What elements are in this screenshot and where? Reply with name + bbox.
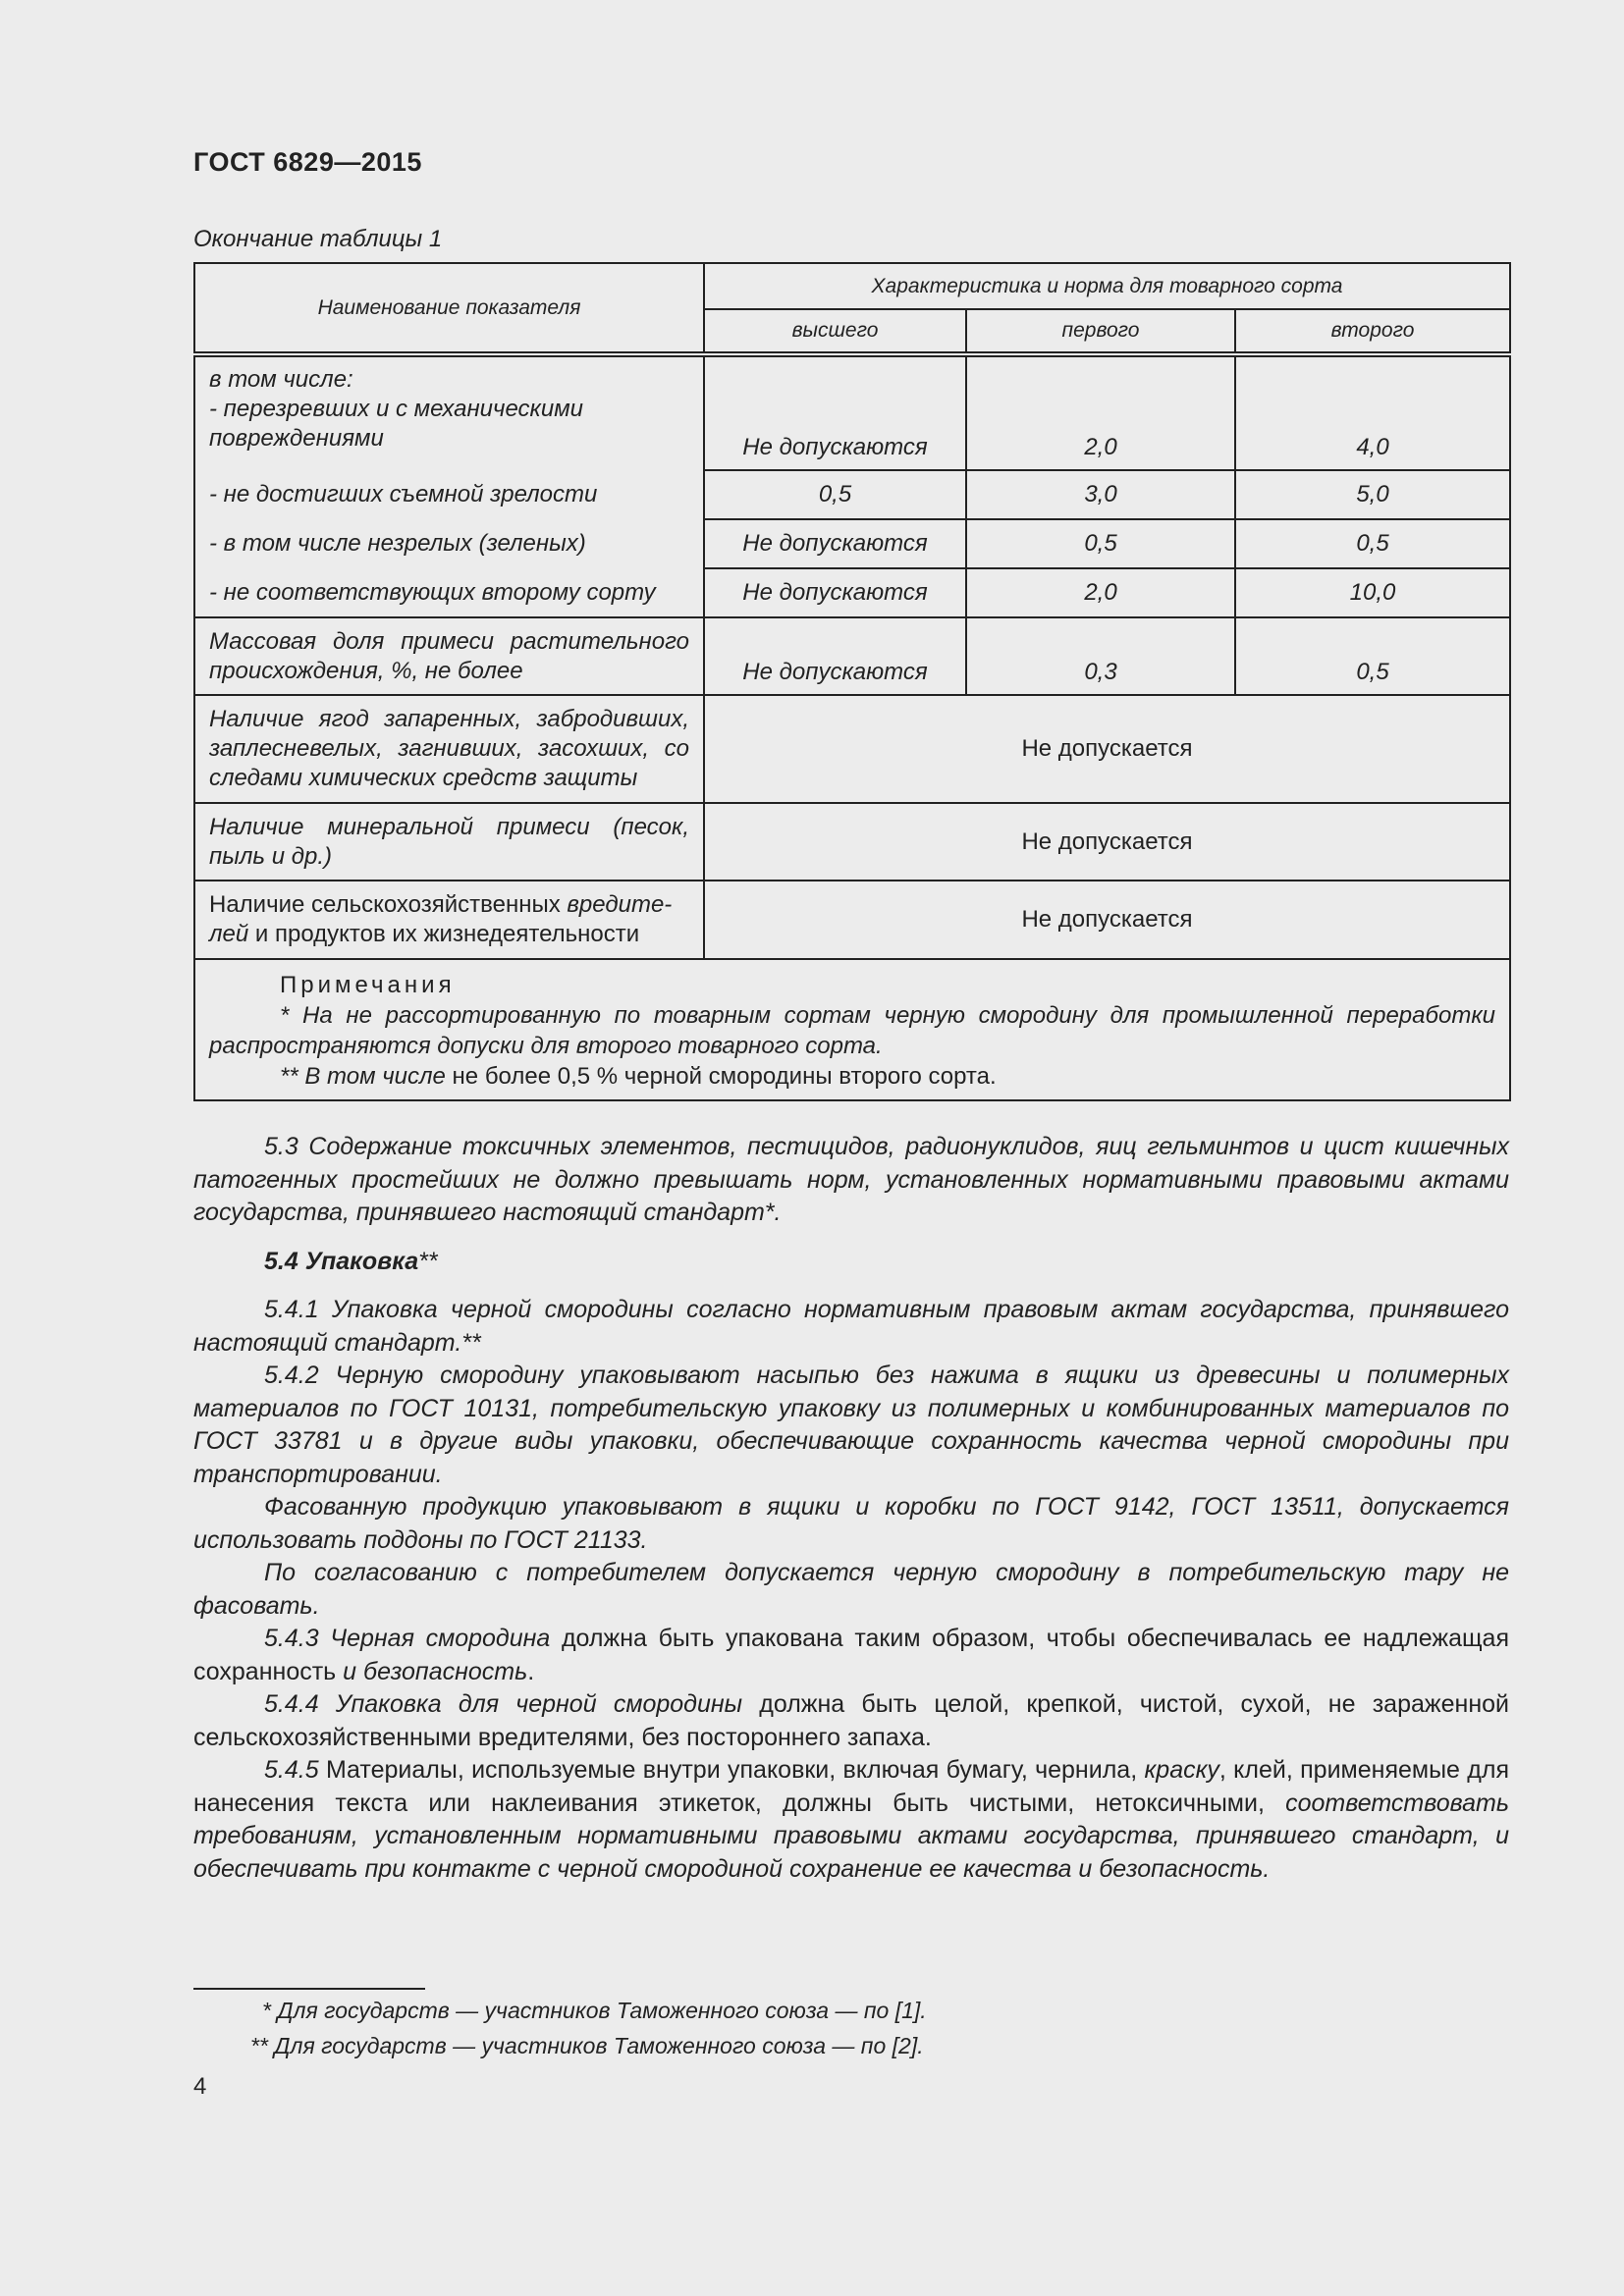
- footnotes: [193, 1993, 1509, 2063]
- text-part: должна быть упакована таким образом, чтобы обеспечивалась ее надлежащая сохранность: [193, 1625, 1509, 1685]
- text-part: должна быть целой, крепкой, чистой, сухой, не зараженной сельскохозяйственными вредителями, без постороннего запаха.: [193, 1690, 1509, 1751]
- text-part: и безопасность: [343, 1657, 528, 1685]
- cell-value: 10,0: [1235, 568, 1510, 617]
- row-label-overripe: [194, 354, 704, 470]
- paragraph-5-3: 5.3 Содержание токсичных элементов, пестицидов, радионуклидов, яиц гельминтов и цист кишечных патогенных простейших не должно превышать норм, установленных нормативными правовыми актами государства, принявшего настоящий стандарт*.: [193, 1133, 1509, 1226]
- text-part: 5.4.3 Черная смородина: [264, 1625, 551, 1652]
- section-title-mark: **: [418, 1247, 438, 1275]
- text-part: .: [527, 1657, 535, 1685]
- body-text: [193, 1131, 1509, 1886]
- document-header: ГОСТ 6829—2015: [193, 147, 422, 177]
- cell-value: 3,0: [966, 470, 1235, 519]
- table-notes: [194, 959, 1510, 1100]
- row-label-nonconforming: - не соответствующих второму сорту: [194, 568, 704, 617]
- cell-value: Не допускаются: [704, 568, 966, 617]
- quality-table: [193, 262, 1511, 1101]
- row-label-green: - в том числе незрелых (зеленых): [194, 519, 704, 568]
- row-label-spoiled-berries: Наличие ягод запаренных, забродивших, заплесневелых, загнивших, засохших, со следами химических средств защиты: [194, 695, 704, 803]
- row-label-part: лей: [209, 921, 249, 947]
- footnote-2: ** Для государств — участников Таможенного союза — по [2].: [250, 2033, 924, 2058]
- header-indicator: Наименование показателя: [194, 263, 704, 354]
- footnote-1: * Для государств — участников Таможенного союза — по [1].: [262, 1998, 927, 2023]
- paragraph-5-4-5: [193, 1754, 1509, 1886]
- row-label-part: вредите-: [567, 891, 673, 918]
- cell-value: 0,5: [1235, 617, 1510, 695]
- cell-value: 5,0: [1235, 470, 1510, 519]
- cell-value: Не допускаются: [704, 519, 966, 568]
- paragraph-5-4-2-c: По согласованию с потребителем допускается черную смородину в потребительскую тару не фасовать.: [193, 1559, 1509, 1620]
- header-grade-second: второго: [1235, 309, 1510, 354]
- row-prefix: в том числе:: [209, 366, 353, 393]
- footnote-divider: [193, 1988, 425, 1990]
- cell-value: 0,5: [966, 519, 1235, 568]
- cell-value: 0,5: [704, 470, 966, 519]
- table-caption: Окончание таблицы 1: [193, 226, 443, 252]
- paragraph-5-4-2: 5.4.2 Черную смородину упаковывают насыпью без нажима в ящики из древесины и полимерных материалов по ГОСТ 10131, потребительскую упаковку из полимерных и комбинированных материалов по ГОСТ 33781 и в другие виды упаковки, обеспечивающие сохранность качества черной смородины при транспортировании.: [193, 1362, 1509, 1488]
- row-label-pests: [194, 881, 704, 959]
- row-label-text: - перезревших и с механическими повреждениями: [209, 396, 583, 452]
- header-grade-highest: высшего: [704, 309, 966, 354]
- row-label-plant-admixture: Массовая доля примеси растительного происхождения, %, не более: [194, 617, 704, 695]
- note-2-part: ** В том числе: [280, 1063, 446, 1090]
- paragraph-5-4-2-b: Фасованную продукцию упаковывают в ящики и коробки по ГОСТ 9142, ГОСТ 13511, допускается использовать поддоны по ГОСТ 21133.: [193, 1493, 1509, 1554]
- text-part: Материалы, используемые внутри упаковки, включая бумагу, чернила,: [325, 1756, 1145, 1784]
- cell-merged-value: Не допускается: [704, 881, 1510, 959]
- cell-value: Не допускаются: [704, 617, 966, 695]
- row-label-mineral-admixture: Наличие минеральной примеси (песок, пыль и др.): [194, 803, 704, 881]
- cell-value: 0,3: [966, 617, 1235, 695]
- row-label-part: Наличие сельскохозяйственных: [209, 891, 568, 918]
- paragraph-5-4-1: 5.4.1 Упаковка черной смородины согласно нормативным правовым актам государства, принявшего настоящий стандарт.**: [193, 1296, 1509, 1357]
- text-part: соответствовать требованиям, установленным нормативными правовыми актами государства, принявшего стандарт, и обеспечивать при контакте с черной смородиной сохранение ее качества и безопасность.: [193, 1789, 1509, 1883]
- row-label-unripe: - не достигших съемной зрелости: [194, 470, 704, 519]
- paragraph-5-4-3: [193, 1623, 1509, 1688]
- cell-merged-value: Не допускается: [704, 803, 1510, 881]
- cell-value: 2,0: [966, 354, 1235, 470]
- note-1: * На не рассортированную по товарным сортам черную смородину для промышленной переработки распространяются допуски для второго товарного сорта.: [209, 1002, 1495, 1059]
- notes-title: Примечания: [280, 972, 456, 998]
- cell-merged-value: Не допускается: [704, 695, 1510, 803]
- text-part: краску: [1144, 1756, 1219, 1784]
- text-part: 5.4.5: [264, 1756, 326, 1784]
- header-grade-first: первого: [966, 309, 1235, 354]
- paragraph-5-4-4: [193, 1688, 1509, 1754]
- cell-value: 0,5: [1235, 519, 1510, 568]
- cell-value: 4,0: [1235, 354, 1510, 470]
- section-title-text: 5.4 Упаковка: [264, 1247, 419, 1275]
- section-5-4-title: [193, 1246, 1509, 1279]
- text-part: 5.4.4 Упаковка для черной смородины: [264, 1690, 743, 1718]
- row-label-part: и продуктов их жизнедеятельности: [248, 921, 640, 947]
- cell-value: Не допускаются: [704, 354, 966, 470]
- text-part: , клей, применяемые для нанесения текста или наклеивания этикеток, должны быть чистыми, нетоксичными,: [193, 1756, 1509, 1817]
- note-2-part: не более 0,5 % черной смородины второго сорта.: [445, 1063, 997, 1090]
- note-2: [209, 1061, 1495, 1092]
- cell-value: 2,0: [966, 568, 1235, 617]
- page-number: 4: [193, 2073, 207, 2100]
- header-grade-group: Характеристика и норма для товарного сорта: [704, 263, 1510, 309]
